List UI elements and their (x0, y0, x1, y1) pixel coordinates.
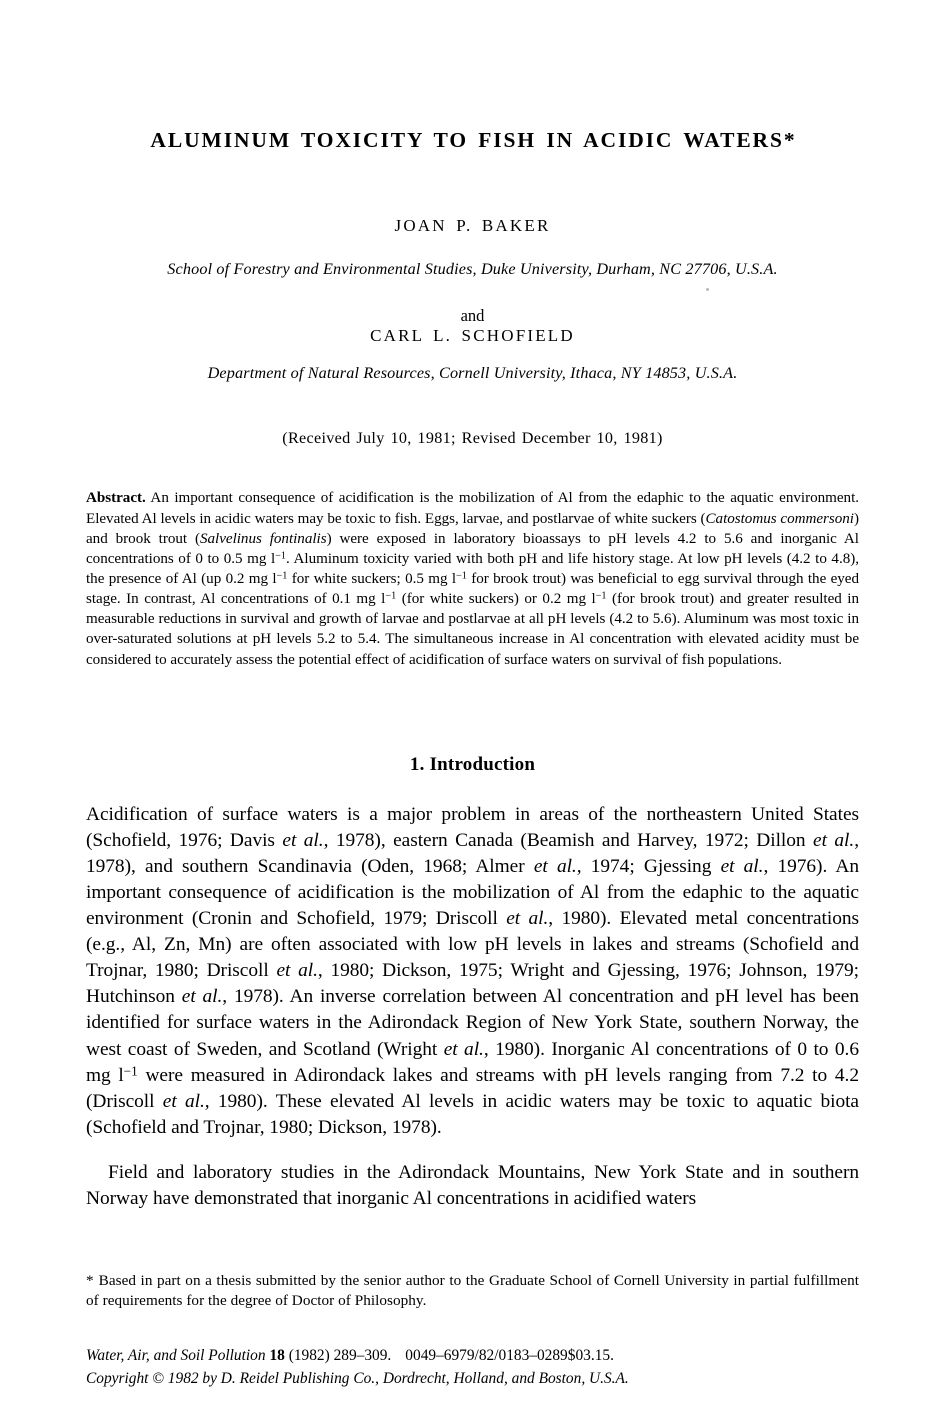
species-name-1: Catostomus commersoni (705, 510, 854, 527)
par1-etal-4: et al. (720, 855, 764, 877)
footnote-marker: * (86, 1272, 94, 1289)
author-conjunction: and (460, 305, 485, 325)
scan-artifact-speck (706, 288, 709, 291)
title-footnote-marker: * (783, 128, 795, 152)
par1-etal-8: et al. (443, 1038, 484, 1060)
journal-citation-line (86, 1344, 859, 1367)
par1-part-6: , 1980). Elevated metal concentrations (e.g., Al, Zn, Mn) are often associated with low pH levels in lakes and streams (Schofield and Trojnar, 1980; Driscoll (86, 908, 859, 982)
abstract-superscript-5: −1 (595, 590, 607, 602)
par1-part-2: , 1978), eastern Canada (Beamish and Harvey, 1972; Dillon (323, 829, 814, 851)
par1-etal-3: et al. (533, 855, 577, 877)
abstract-part-6: for brook trout) was beneficial to egg survival through the eyed stage. In contrast, Al concentrations of 0.1 mg l (86, 571, 860, 608)
journal-issn-code: 0049–6979/82/0183–0289$03.15. (405, 1347, 614, 1364)
par1-part-10: were measured in Adirondack lakes and streams with pH levels ranging from 7.2 to 4.2 (Driscoll (86, 1064, 859, 1112)
abstract-part-2: ) and brook trout ( (86, 510, 859, 547)
abstract-part-5: for white suckers; 0.5 mg l (287, 571, 456, 588)
abstract-superscript-3: −1 (456, 570, 467, 582)
footnote-text: Based in part on a thesis submitted by the senior author to the Graduate School of Cornell University in partial fulfillment of requirements for the degree of Doctor of Philosophy. (86, 1272, 859, 1310)
section-heading-introduction (86, 754, 859, 776)
author-affiliation-1: School of Forestry and Environmental Studies, Duke University, Durham, NC 27706, U.S.A. (167, 260, 778, 279)
par1-part-7: , 1980; Dickson, 1975; Wright and Gjessing, 1976; Johnson, 1979; Hutchinson (86, 960, 859, 1008)
species-name-2: Salvelinus fontinalis (199, 530, 327, 547)
title-text: ALUMINUM TOXICITY TO FISH IN ACIDIC WATERS (150, 128, 784, 152)
abstract-superscript-4: −1 (385, 590, 397, 602)
par1-etal-1: et al. (282, 829, 324, 851)
abstract-part-4: . Aluminum toxicity varied with both pH and life history stage. At low pH levels (4.2 to 4.8), the presence of Al (up 0.2 mg l (86, 550, 859, 588)
par1-superscript-1: −1 (123, 1063, 138, 1079)
par1-part-3: , 1978), and southern Scandinavia (Oden, 1968; Almer (86, 829, 859, 877)
abstract-label: Abstract. (86, 490, 146, 507)
abstract-superscript-2: −1 (276, 570, 288, 582)
journal-name: Water, Air, and Soil Pollution (86, 1347, 270, 1364)
par1-part-1: Acidification of surface waters is a major problem in areas of the northeastern United States (Schofield, 1976; Davis (86, 803, 859, 851)
par1-part-11: , 1980). These elevated Al levels in acidic waters may be toxic to aquatic biota (Schofield and Trojnar, 1980; Dickson, 1978). (86, 1090, 859, 1138)
par1-etal-6: et al. (276, 960, 318, 982)
par1-etal-5: et al. (506, 908, 549, 930)
abstract-superscript-1: −1 (275, 550, 287, 562)
par1-etal-2: et al. (813, 829, 855, 851)
body-paragraph-1 (86, 802, 859, 1141)
footnote (86, 1271, 859, 1312)
author-name-1: JOAN P. BAKER (394, 215, 551, 235)
par1-part-8: , 1978). An inverse correlation between Al concentration and pH level has been identified for surface waters in the Adirondack Region of New York State, southern Norway, the west coast of Sweden, and Scotland (Wright (86, 986, 859, 1060)
par1-etal-7: et al. (181, 986, 223, 1008)
received-date-line: (Received July 10, 1981; Revised December 10, 1981) (282, 429, 663, 448)
page-title (86, 0, 859, 154)
author-name-2: CARL L. SCHOFIELD (370, 325, 575, 345)
section-number: 1. (409, 753, 425, 775)
abstract-part-7: (for white suckers) or 0.2 mg l (396, 591, 596, 608)
abstract (86, 488, 859, 669)
par1-part-5: , 1976). An important consequence of acidification is the mobilization of Al from the edaphic to the aquatic environment (Cronin and Schofield, 1979; Driscoll (86, 855, 859, 930)
par1-part-9: , 1980). Inorganic Al concentrations of 0 to 0.6 mg l (86, 1038, 859, 1086)
abstract-part-3: ) were exposed in laboratory bioassays to pH levels 4.2 to 5.6 and inorganic Al concentrations of 0 to 0.5 mg l (86, 530, 859, 567)
journal-citation: (1982) 289–309. (288, 1347, 392, 1364)
journal-footer (86, 1344, 859, 1391)
copyright-line: Copyright © 1982 by D. Reidel Publishing Co., Dordrecht, Holland, and Boston, U.S.A. (86, 1370, 629, 1388)
abstract-part-8: (for brook trout) and greater resulted in measurable reductions in survival and growth of larvae and postlarvae at all pH levels (4.2 to 5.6). Aluminum was most toxic in over-saturated solutions at pH levels 5.2 to 5.4. The simultaneous increase in Al concentration with elevated acidity must be considered to accurately assess the potential effect of acidification of surface waters on survival of fish populations. (86, 591, 859, 668)
body-paragraph-2: Field and laboratory studies in the Adirondack Mountains, New York State and in southern Norway have demonstrated that inorganic Al concentrations in acidified waters (86, 1162, 859, 1210)
abstract-part-1: An important consequence of acidification is the mobilization of Al from the edaphic to the aquatic environment. Elevated Al levels in acidic waters may be toxic to fish. Eggs, larvae, and postlarvae of white suckers ( (86, 490, 859, 527)
journal-volume: 18 (269, 1347, 289, 1364)
par1-etal-9: et al. (162, 1090, 205, 1112)
section-title: Introduction (429, 753, 536, 775)
author-affiliation-2: Department of Natural Resources, Cornell University, Ithaca, NY 14853, U.S.A. (207, 364, 738, 383)
par1-part-4: , 1974; Gjessing (576, 855, 721, 877)
